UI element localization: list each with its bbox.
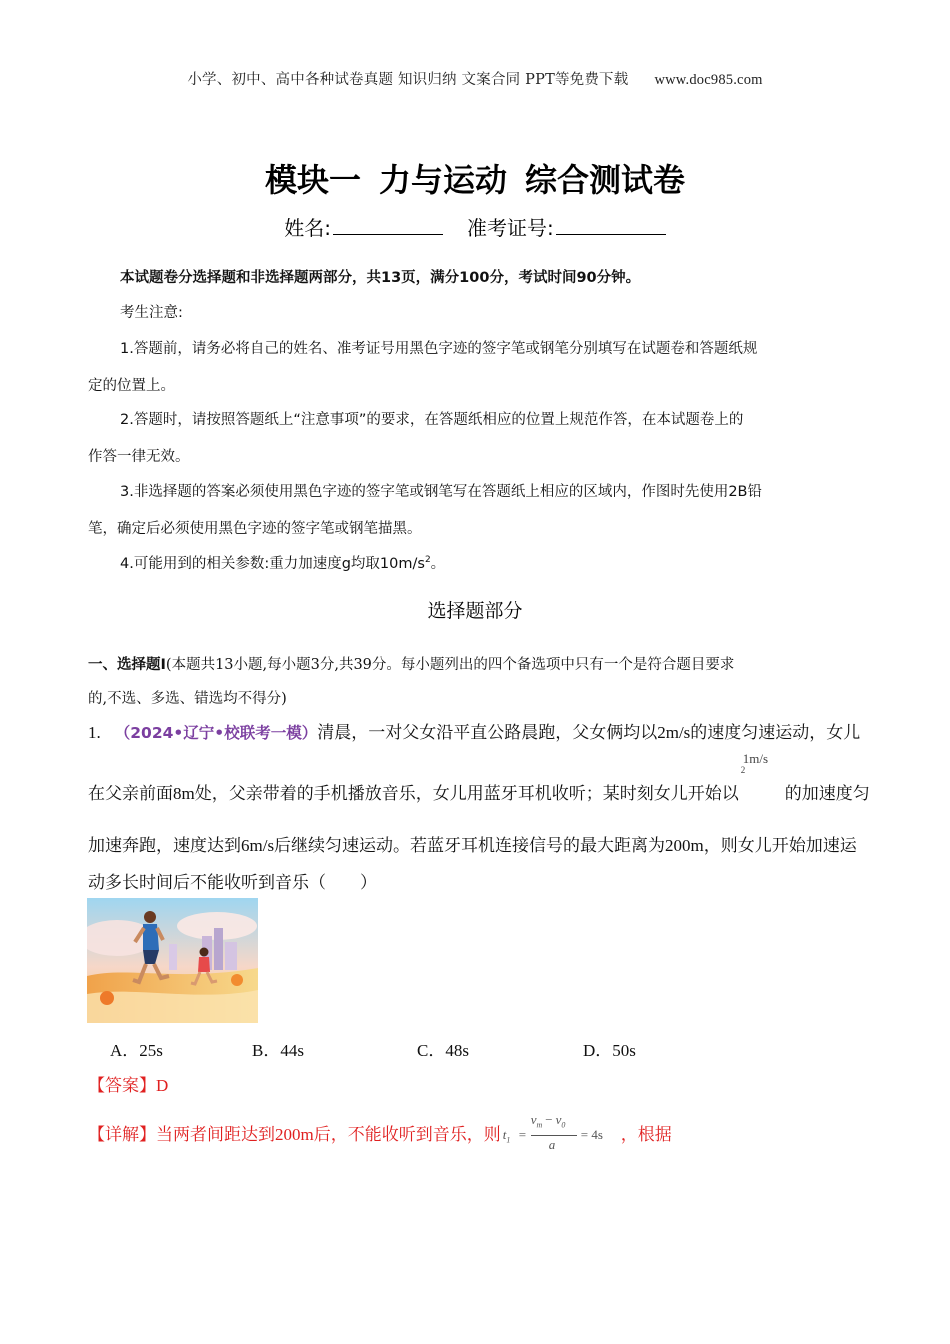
- unit-text: 1m/s: [742, 751, 769, 766]
- question-number: 1.: [88, 723, 101, 742]
- formula-a: a: [548, 1137, 556, 1152]
- question-text-2b: 的加速度匀: [784, 784, 870, 803]
- question-group-label: 一、选择题Ⅰ: [88, 657, 166, 673]
- exam-title: [0, 155, 950, 201]
- unit-sup: 2: [740, 765, 746, 775]
- option-d[interactable]: D．50s: [583, 1041, 636, 1060]
- exam-no-blank[interactable]: [556, 234, 666, 235]
- name-blank[interactable]: [333, 234, 443, 235]
- question-1-line-4: 动多长时间后不能收听到音乐（ ）: [88, 873, 377, 892]
- formula-v0-sub: 0: [561, 1120, 566, 1130]
- page-header: [0, 68, 950, 89]
- header-url[interactable]: www.doc985.com: [654, 72, 763, 88]
- notice-item-4: [88, 552, 868, 573]
- title-test: 综合测试卷: [525, 161, 686, 199]
- name-label: 姓名:: [284, 216, 331, 240]
- detail-text-b: ，根据: [620, 1124, 672, 1144]
- question-text-1: 清晨，一对父女沿平直公路晨跑，父女俩均以2m/s的速度匀速运动，女儿: [317, 723, 861, 742]
- detail-text-a: 当两者间距达到200m后，不能收听到音乐，则: [156, 1124, 501, 1144]
- notice-item-2b: 作答一律无效。: [88, 449, 190, 465]
- question-source: （2024•辽宁•校联考一模）: [114, 724, 318, 742]
- notice-item-4-text: 4.可能用到的相关参数:重力加速度g均取10m/s: [120, 556, 425, 572]
- detail-label: 【详解】: [88, 1124, 156, 1144]
- question-group-header: [88, 648, 868, 716]
- answer-value: D: [156, 1076, 169, 1095]
- question-group-desc-b: 的,不选、多选、错选均不得分): [88, 691, 287, 707]
- notice-item-3b: 笔，确定后必须使用黑色字迹的签字笔或钢笔描黑。: [88, 521, 422, 537]
- notice-intro: 本试题卷分选择题和非选择题两部分，共13页，满分100分，考试时间90分钟。: [120, 270, 641, 286]
- formula-t: t: [502, 1127, 507, 1142]
- formula-vm: v: [530, 1112, 537, 1127]
- section-title: 选择题部分: [427, 600, 523, 622]
- exam-no-label: 准考证号:: [467, 216, 554, 240]
- acceleration-unit: [739, 751, 785, 799]
- notice-item-4-end: 。: [430, 556, 446, 572]
- option-b[interactable]: B．44s: [252, 1041, 304, 1060]
- formula-minus: −: [545, 1112, 553, 1127]
- notice-heading: 考生注意:: [120, 305, 183, 321]
- running-illustration-svg: [87, 898, 258, 1023]
- question-group-desc-a: (本题共13小题,每小题3分,共39分。每小题列出的四个备选项中只有一个是符合题目要求: [165, 657, 735, 673]
- formula-t-sub: 1: [506, 1135, 511, 1145]
- question-1-line-3: 加速奔跑，速度达到6m/s后继续匀速运动。若蓝牙耳机连接信号的最大距离为200m，则女儿开始加速运: [88, 836, 857, 855]
- question-text-2a: 在父亲前面8m处，父亲带着的手机播放音乐，女儿用蓝牙耳机收听；某时刻女儿开始以: [88, 784, 739, 803]
- formula-v0: v: [555, 1112, 562, 1127]
- question-1-line-1: [88, 718, 860, 743]
- notice-item-1a: 1.答题前，请务必将自己的姓名、准考证号用黑色字迹的签字笔或钢笔分别填写在试题卷和答题纸规: [120, 341, 758, 357]
- formula-vm-sub: m: [536, 1120, 543, 1130]
- detail: [88, 1112, 672, 1154]
- running-illustration: [87, 898, 258, 1023]
- formula-result: = 4s: [580, 1127, 603, 1142]
- id-line: [0, 212, 950, 241]
- option-c[interactable]: C．48s: [417, 1041, 469, 1060]
- option-a[interactable]: A．25s: [110, 1041, 163, 1060]
- question-1-line-2: [88, 751, 870, 804]
- header-text: 小学、初中、高中各种试卷真题 知识归纳 文案合同 PPT等免费下载: [187, 72, 629, 88]
- answer: [88, 1071, 168, 1096]
- notice-item-4-sup: 2: [424, 555, 431, 566]
- notice-item-3a: 3.非选择题的答案必须使用黑色字迹的签字笔或钢笔写在答题纸上相应的区域内，作图时先使用2B铅: [120, 484, 763, 500]
- notice-item-1b: 定的位置上。: [88, 378, 175, 394]
- notice-item-2a: 2.答题时，请按照答题纸上“注意事项”的要求，在答题纸相应的位置上规范作答，在本试题卷上的: [120, 412, 744, 428]
- answer-label: 【答案】: [88, 1076, 156, 1095]
- formula-eq: =: [518, 1127, 527, 1142]
- title-module: 模块一: [264, 161, 361, 199]
- formula: [501, 1112, 621, 1154]
- title-topic: 力与运动: [378, 161, 507, 199]
